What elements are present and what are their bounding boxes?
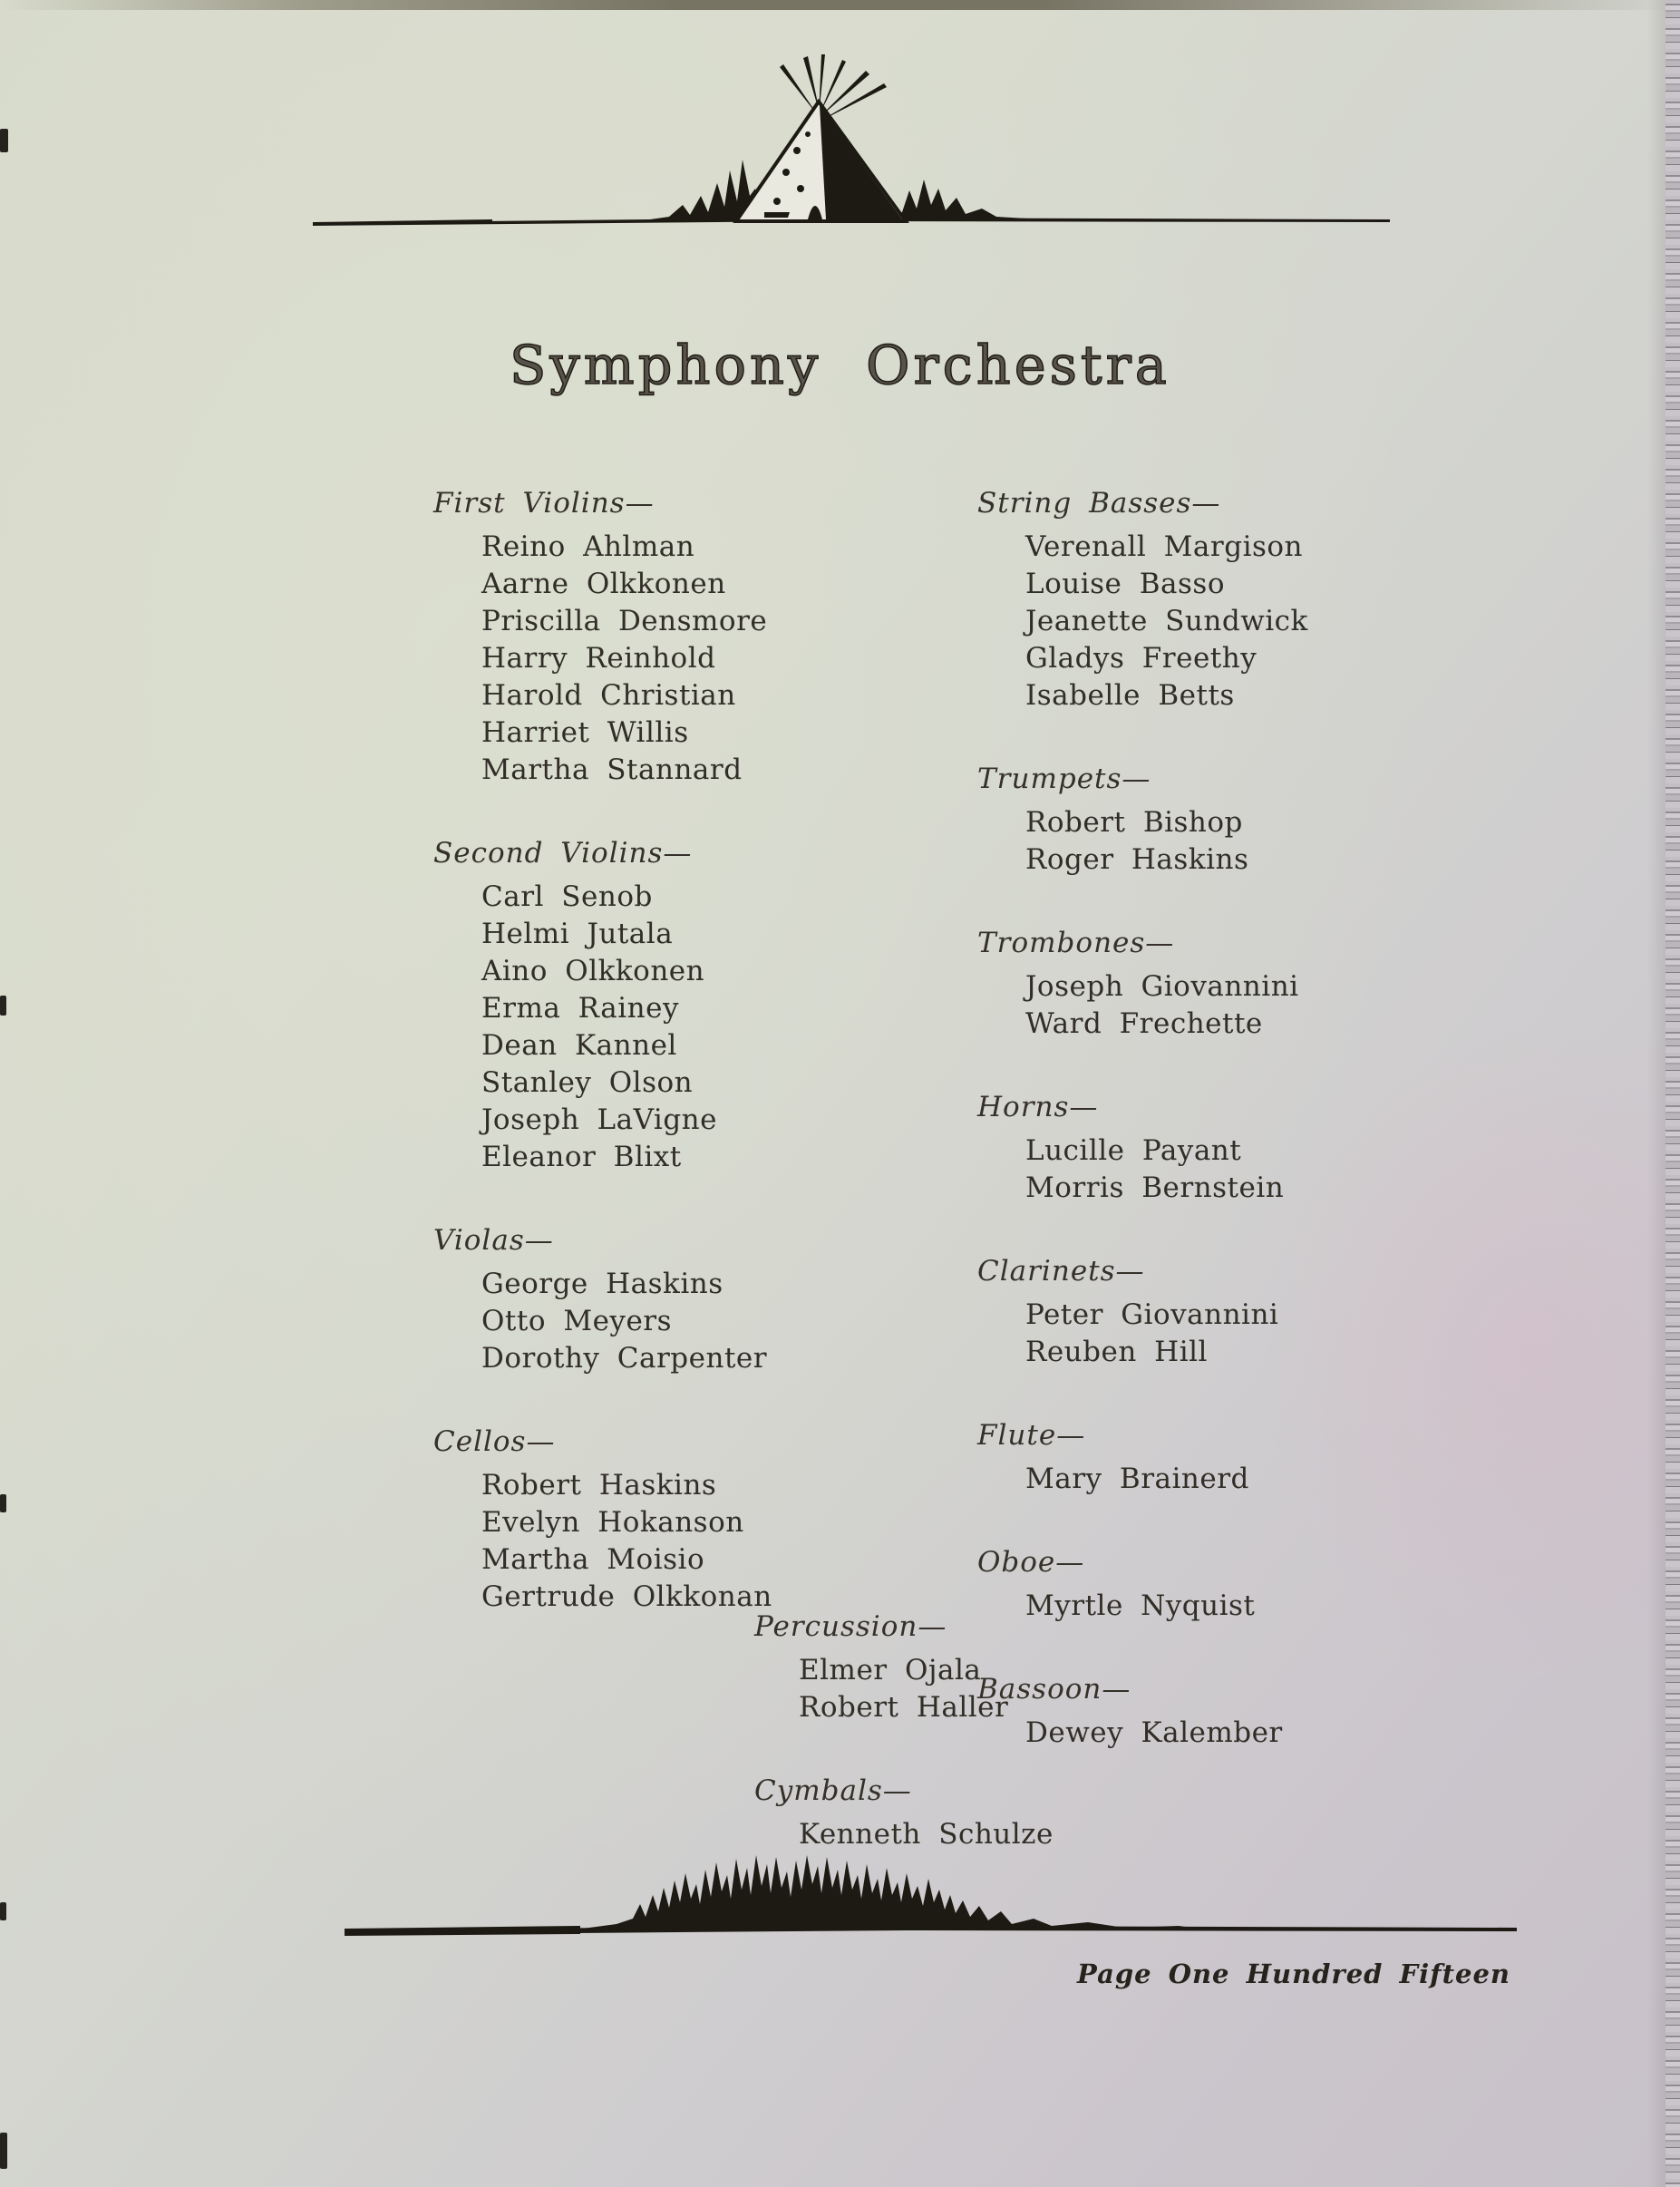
orchestra-section (977, 483, 1485, 714)
page-number: Page One Hundred Fifteen (1077, 1959, 1510, 1989)
orchestra-section (977, 1251, 1485, 1371)
member-name: Myrtle Nyquist (1025, 1589, 1256, 1622)
section-heading: Horns— (977, 1091, 1099, 1123)
section-heading: Bassoon— (977, 1673, 1131, 1706)
member-name: Jeanette Sundwick (1025, 605, 1308, 637)
member-name: Joseph LaVigne (481, 1103, 717, 1136)
member-name: Joseph Giovannini (1025, 970, 1299, 1003)
section-heading: Oboe— (977, 1546, 1085, 1579)
orchestra-section (433, 1422, 941, 1616)
right-column (977, 483, 1485, 1796)
member-name: Harriet Willis (481, 716, 689, 749)
member-name: Mary Brainerd (1025, 1463, 1249, 1495)
section-heading: Trumpets— (977, 763, 1151, 795)
page-title: Symphony Orchestra (510, 334, 1170, 396)
member-name: Aino Olkkonen (481, 955, 705, 987)
member-name: Isabelle Betts (1025, 679, 1235, 712)
section-heading: Second Violins— (433, 837, 693, 870)
section-heading: First Violins— (433, 487, 655, 520)
section-heading: Clarinets— (977, 1255, 1145, 1288)
member-name: Ward Frechette (1025, 1007, 1263, 1040)
member-name: Martha Stannard (481, 753, 743, 786)
treeline-ornament (345, 1848, 1519, 1944)
member-name: Martha Moisio (481, 1543, 705, 1576)
section-heading: String Basses— (977, 487, 1221, 520)
member-name: Gladys Freethy (1025, 642, 1258, 675)
member-name: Robert Haskins (481, 1469, 717, 1502)
member-name: Robert Bishop (1025, 806, 1243, 839)
orchestra-section (754, 1607, 1262, 1726)
member-name: Peter Giovannini (1025, 1298, 1279, 1331)
member-name: Harry Reinhold (481, 642, 716, 675)
member-name: Louise Basso (1025, 568, 1225, 600)
member-name: Priscilla Densmore (481, 605, 768, 637)
binding-mark (0, 1902, 6, 1920)
member-name: Lucille Payant (1025, 1134, 1242, 1167)
member-name: Gertrude Olkkonan (481, 1580, 772, 1613)
binding-mark (0, 996, 6, 1016)
section-heading: Trombones— (977, 927, 1175, 959)
member-name: Reuben Hill (1025, 1336, 1208, 1368)
teepee-ornament (311, 53, 1392, 230)
orchestra-section (433, 1220, 941, 1377)
section-heading: Cellos— (433, 1425, 556, 1458)
member-name: Evelyn Hokanson (481, 1506, 744, 1539)
member-name: Harold Christian (481, 679, 736, 712)
section-heading: Cymbals— (754, 1774, 912, 1807)
member-name: Reino Ahlman (481, 530, 695, 563)
member-name: Elmer Ojala (799, 1654, 982, 1686)
orchestra-section (977, 1415, 1485, 1498)
orchestra-section (433, 483, 941, 789)
member-name: Aarne Olkkonen (481, 568, 726, 600)
orchestra-section (754, 1771, 1262, 1853)
member-name: Roger Haskins (1025, 843, 1249, 876)
member-name: Dean Kannel (481, 1029, 677, 1062)
orchestra-section (433, 833, 941, 1176)
member-name: Verenall Margison (1025, 530, 1304, 563)
member-name: Carl Senob (481, 880, 653, 913)
orchestra-section (977, 923, 1485, 1043)
binding-mark (0, 129, 8, 152)
orchestra-section (977, 759, 1485, 879)
member-name: George Haskins (481, 1268, 723, 1300)
member-name: Morris Bernstein (1025, 1171, 1285, 1204)
member-name: Dorothy Carpenter (481, 1342, 768, 1375)
member-name: Robert Haller (799, 1691, 1009, 1724)
book-page-edges-shadow (1647, 0, 1667, 2187)
member-name: Helmi Jutala (481, 918, 674, 950)
member-name: Kenneth Schulze (799, 1818, 1054, 1851)
scan-top-edge (0, 0, 1680, 10)
member-name: Erma Rainey (481, 992, 679, 1025)
member-name: Eleanor Blixt (481, 1141, 682, 1173)
section-heading: Flute— (977, 1419, 1086, 1452)
binding-mark (0, 2133, 7, 2169)
section-heading: Percussion— (754, 1610, 947, 1643)
binding-mark (0, 1494, 6, 1512)
member-name: Otto Meyers (481, 1305, 673, 1337)
member-name: Dewey Kalember (1025, 1716, 1283, 1749)
orchestra-section (977, 1087, 1485, 1207)
left-column (433, 483, 941, 1660)
book-page-edges (1665, 0, 1680, 2187)
member-name: Stanley Olson (481, 1066, 694, 1099)
section-heading: Violas— (433, 1224, 554, 1257)
